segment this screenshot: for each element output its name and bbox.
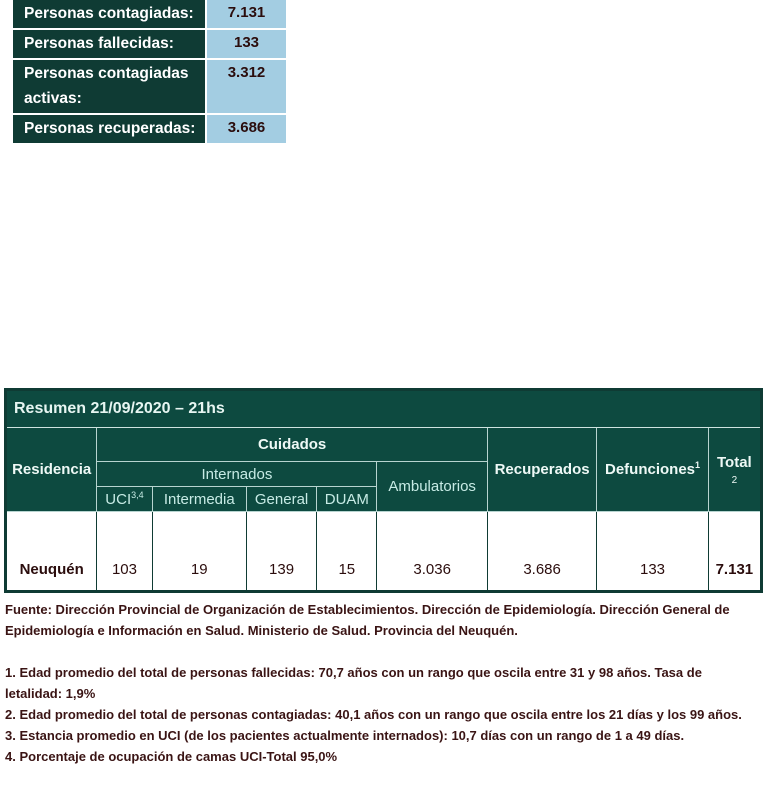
cell-duam: 15 [317, 512, 377, 592]
header-uci [97, 487, 152, 512]
cell-total: 7.131 [708, 512, 761, 592]
header-cuidados: Cuidados [97, 428, 488, 462]
source-note: Fuente: Dirección Provincial de Organización de Establecimientos. Dirección de Epidemiología. Dirección General de Epidemiología e Información en Salud. Ministerio de Salud. Provincia del Neuquén. [5, 602, 730, 638]
stat-value: 3.312 [206, 59, 286, 114]
footnote-item: 4. Porcentaje de ocupación de camas UCI-Total 95,0% [5, 749, 338, 764]
stats-row [13, 114, 286, 144]
stats-row [13, 59, 286, 114]
footnote-item: 1. Edad promedio del total de personas fallecidas: 70,7 años con un rango que oscila entre 31 y 98 años. Tasa de letalidad: 1,9% [5, 665, 702, 701]
header-uci-label: UCI [105, 490, 132, 508]
header-defunciones-footnote: 1 [695, 460, 701, 470]
stat-value: 7.131 [206, 0, 286, 29]
summary-table [4, 388, 763, 593]
header-defunciones [597, 428, 708, 512]
stat-value: 3.686 [206, 114, 286, 144]
stat-label: Personas contagiadas activas: [13, 59, 206, 114]
cell-uci: 103 [97, 512, 152, 592]
footnotes [5, 599, 745, 767]
cell-defunciones: 133 [597, 512, 708, 592]
stat-value: 133 [206, 29, 286, 59]
header-intermedia: Intermedia [152, 487, 246, 512]
header-uci-footnote: 3,4 [131, 489, 144, 500]
header-general: General [246, 487, 316, 512]
stat-label: Personas recuperadas: [13, 114, 206, 144]
header-internados: Internados [97, 462, 377, 487]
footnote-item: 3. Estancia promedio en UCI (de los pacientes actualmente internados): 10,7 días con un rango de 1 a 49 días. [5, 728, 685, 743]
header-defunciones-label: Defunciones [605, 461, 696, 478]
stats-row [13, 29, 286, 59]
table-row [6, 512, 762, 592]
cell-recuperados: 3.686 [487, 512, 596, 592]
header-recuperados: Recuperados [487, 428, 596, 512]
summary-title: Resumen 21/09/2020 – 21hs [6, 390, 762, 428]
summary-title-row [6, 390, 762, 428]
header-ambulatorios: Ambulatorios [377, 462, 487, 512]
header-total [708, 428, 761, 512]
footnote-item: 2. Edad promedio del total de personas contagiadas: 40,1 años con un rango que oscila entre los 21 días y los 99 años. [5, 707, 742, 722]
stat-label: Personas fallecidas: [13, 29, 206, 59]
header-total-footnote: 2 [731, 474, 738, 486]
header-residencia: Residencia [6, 428, 97, 512]
cell-intermedia: 19 [152, 512, 246, 592]
cell-general: 139 [246, 512, 316, 592]
stats-table [13, 0, 286, 145]
stats-row [13, 0, 286, 29]
cell-ambulatorios: 3.036 [377, 512, 487, 592]
header-duam: DUAM [317, 487, 377, 512]
header-total-label: Total [717, 453, 752, 471]
cell-residencia: Neuquén [6, 512, 97, 592]
stat-label: Personas contagiadas: [13, 0, 206, 29]
